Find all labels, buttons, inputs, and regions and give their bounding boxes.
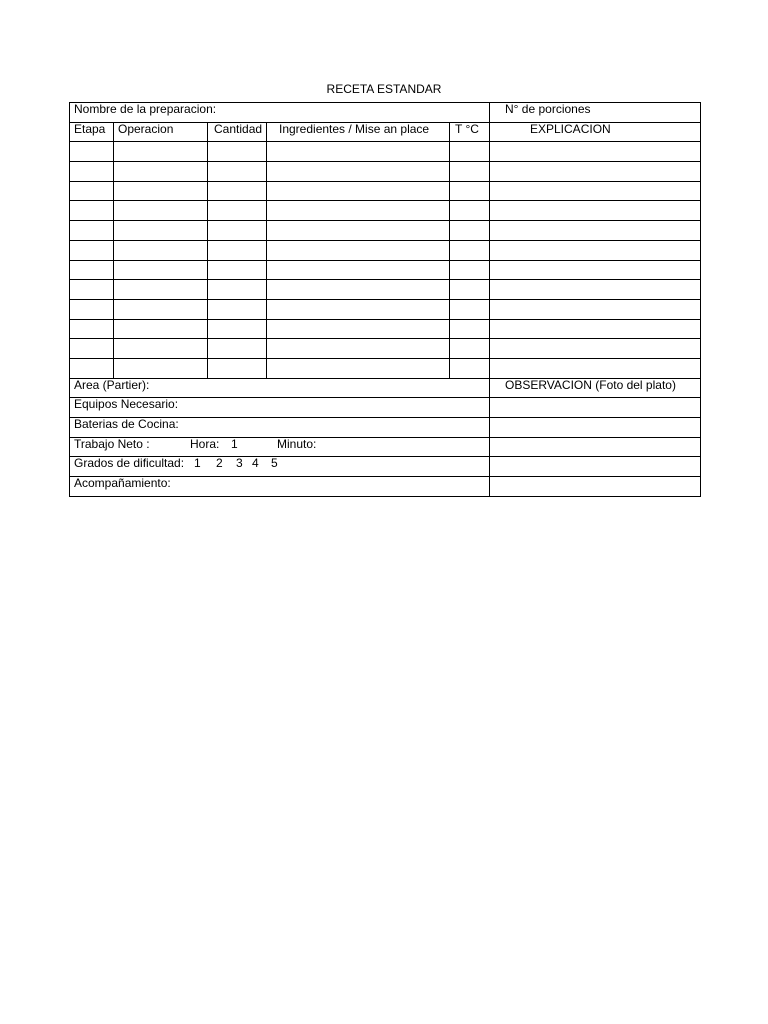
portions-cell[interactable] xyxy=(490,103,701,123)
observacion-space-1[interactable] xyxy=(490,398,701,418)
cell-temperatura[interactable] xyxy=(450,339,490,359)
cell-operacion[interactable] xyxy=(114,142,208,162)
cell-operacion[interactable] xyxy=(114,320,208,340)
table-row xyxy=(70,182,701,202)
recipe-steps-body xyxy=(70,142,701,378)
table-row xyxy=(70,320,701,340)
minuto-label: Minuto: xyxy=(277,437,317,451)
cell-ingredientes[interactable] xyxy=(267,300,450,320)
cell-explicacion[interactable] xyxy=(490,241,701,261)
cell-explicacion[interactable] xyxy=(490,261,701,281)
cell-temperatura[interactable] xyxy=(450,182,490,202)
cell-cantidad[interactable] xyxy=(208,280,267,300)
cell-operacion[interactable] xyxy=(114,339,208,359)
cell-cantidad[interactable] xyxy=(208,162,267,182)
name-row xyxy=(70,103,701,123)
cell-etapa[interactable] xyxy=(70,201,114,221)
cell-ingredientes[interactable] xyxy=(267,280,450,300)
grados-label: Grados de dificultad: xyxy=(74,457,185,471)
cell-etapa[interactable] xyxy=(70,300,114,320)
cell-cantidad[interactable] xyxy=(208,142,267,162)
cell-operacion[interactable] xyxy=(114,162,208,182)
cell-operacion[interactable] xyxy=(114,300,208,320)
cell-cantidad[interactable] xyxy=(208,261,267,281)
observacion-space-2[interactable] xyxy=(490,418,701,438)
grados-cell[interactable] xyxy=(70,457,490,477)
cell-cantidad[interactable] xyxy=(208,339,267,359)
col-header-operacion: Operacion xyxy=(114,123,208,143)
col-header-ingredientes: Ingredientes / Mise an place xyxy=(267,123,450,143)
table-row xyxy=(70,221,701,241)
cell-ingredientes[interactable] xyxy=(267,201,450,221)
observacion-label: OBSERVACION (Foto del plato) xyxy=(505,378,676,392)
grado-2[interactable]: 2 xyxy=(216,457,223,471)
cell-explicacion[interactable] xyxy=(490,320,701,340)
col-header-temperatura: T °C xyxy=(450,123,490,143)
header-row xyxy=(70,123,701,143)
cell-temperatura[interactable] xyxy=(450,162,490,182)
grado-5[interactable]: 5 xyxy=(271,457,278,471)
form-title: RECETA ESTANDAR xyxy=(326,82,442,96)
observacion-space-3[interactable] xyxy=(490,438,701,458)
trabajo-row xyxy=(70,438,701,458)
equipos-label: Equipos Necesario: xyxy=(74,398,179,412)
cell-cantidad[interactable] xyxy=(208,241,267,261)
cell-temperatura[interactable] xyxy=(450,359,490,379)
cell-operacion[interactable] xyxy=(114,280,208,300)
cell-etapa[interactable] xyxy=(70,241,114,261)
trabajo-label: Trabajo Neto : xyxy=(74,437,150,451)
cell-etapa[interactable] xyxy=(70,280,114,300)
cell-ingredientes[interactable] xyxy=(267,261,450,281)
cell-temperatura[interactable] xyxy=(450,261,490,281)
observacion-space-4[interactable] xyxy=(490,457,701,477)
cell-etapa[interactable] xyxy=(70,182,114,202)
table-row xyxy=(70,162,701,182)
cell-etapa[interactable] xyxy=(70,162,114,182)
preparation-name-label: Nombre de la preparacion: xyxy=(74,103,217,116)
acompanamiento-label: Acompañamiento: xyxy=(74,477,171,491)
cell-ingredientes[interactable] xyxy=(267,221,450,241)
observacion-space-5[interactable] xyxy=(490,477,701,497)
cell-operacion[interactable] xyxy=(114,221,208,241)
cell-etapa[interactable] xyxy=(70,359,114,379)
table-row xyxy=(70,201,701,221)
cell-explicacion[interactable] xyxy=(490,300,701,320)
cell-operacion[interactable] xyxy=(114,182,208,202)
cell-ingredientes[interactable] xyxy=(267,339,450,359)
portions-label: N° de porciones xyxy=(505,103,591,116)
cell-operacion[interactable] xyxy=(114,261,208,281)
area-cell[interactable] xyxy=(70,379,490,399)
table-row xyxy=(70,142,701,162)
grado-3[interactable]: 3 xyxy=(236,457,243,471)
baterias-cell[interactable] xyxy=(70,418,490,438)
preparation-name-cell[interactable] xyxy=(70,103,490,123)
col-header-cantidad: Cantidad xyxy=(208,123,267,143)
cell-cantidad[interactable] xyxy=(208,320,267,340)
cell-ingredientes[interactable] xyxy=(267,162,450,182)
cell-explicacion[interactable] xyxy=(490,162,701,182)
cell-etapa[interactable] xyxy=(70,261,114,281)
cell-ingredientes[interactable] xyxy=(267,320,450,340)
table-row xyxy=(70,339,701,359)
cell-explicacion[interactable] xyxy=(490,142,701,162)
cell-cantidad[interactable] xyxy=(208,221,267,241)
trabajo-cell[interactable] xyxy=(70,438,490,458)
cell-explicacion[interactable] xyxy=(490,339,701,359)
col-header-etapa: Etapa xyxy=(70,123,114,143)
cell-temperatura[interactable] xyxy=(450,142,490,162)
hora-label: Hora: xyxy=(190,437,220,451)
table-row xyxy=(70,241,701,261)
cell-temperatura[interactable] xyxy=(450,300,490,320)
table-row xyxy=(70,300,701,320)
cell-explicacion[interactable] xyxy=(490,201,701,221)
cell-temperatura[interactable] xyxy=(450,221,490,241)
grado-4[interactable]: 4 xyxy=(252,457,259,471)
cell-ingredientes[interactable] xyxy=(267,182,450,202)
grado-1[interactable]: 1 xyxy=(194,457,201,471)
cell-explicacion[interactable] xyxy=(490,221,701,241)
table-row xyxy=(70,280,701,300)
cell-etapa[interactable] xyxy=(70,221,114,241)
grados-row xyxy=(70,457,701,477)
cell-operacion[interactable] xyxy=(114,359,208,379)
cell-ingredientes[interactable] xyxy=(267,241,450,261)
cell-temperatura[interactable] xyxy=(450,201,490,221)
cell-explicacion[interactable] xyxy=(490,359,701,379)
baterias-row xyxy=(70,418,701,438)
cell-ingredientes[interactable] xyxy=(267,142,450,162)
col-header-explicacion: EXPLICACION xyxy=(490,123,701,143)
cell-cantidad[interactable] xyxy=(208,182,267,202)
cell-operacion[interactable] xyxy=(114,201,208,221)
equipos-cell[interactable] xyxy=(70,398,490,418)
table-row xyxy=(70,359,701,379)
cell-etapa[interactable] xyxy=(70,142,114,162)
cell-etapa[interactable] xyxy=(70,339,114,359)
table-row xyxy=(70,261,701,281)
baterias-label: Baterias de Cocina: xyxy=(74,418,179,431)
recipe-form-table xyxy=(69,102,701,497)
cell-temperatura[interactable] xyxy=(450,320,490,340)
area-label: Area (Partier): xyxy=(74,378,150,392)
cell-etapa[interactable] xyxy=(70,320,114,340)
hora-value: 1 xyxy=(231,437,238,451)
cell-ingredientes[interactable] xyxy=(267,359,450,379)
cell-cantidad[interactable] xyxy=(208,300,267,320)
equipos-row xyxy=(70,398,701,418)
acompanamiento-cell[interactable] xyxy=(70,477,490,497)
cell-explicacion[interactable] xyxy=(490,182,701,202)
cell-temperatura[interactable] xyxy=(450,241,490,261)
cell-explicacion[interactable] xyxy=(490,280,701,300)
observacion-cell[interactable] xyxy=(490,379,701,399)
cell-cantidad[interactable] xyxy=(208,359,267,379)
cell-cantidad[interactable] xyxy=(208,201,267,221)
acompanamiento-row xyxy=(70,477,701,497)
cell-operacion[interactable] xyxy=(114,241,208,261)
cell-temperatura[interactable] xyxy=(450,280,490,300)
area-row xyxy=(70,379,701,399)
